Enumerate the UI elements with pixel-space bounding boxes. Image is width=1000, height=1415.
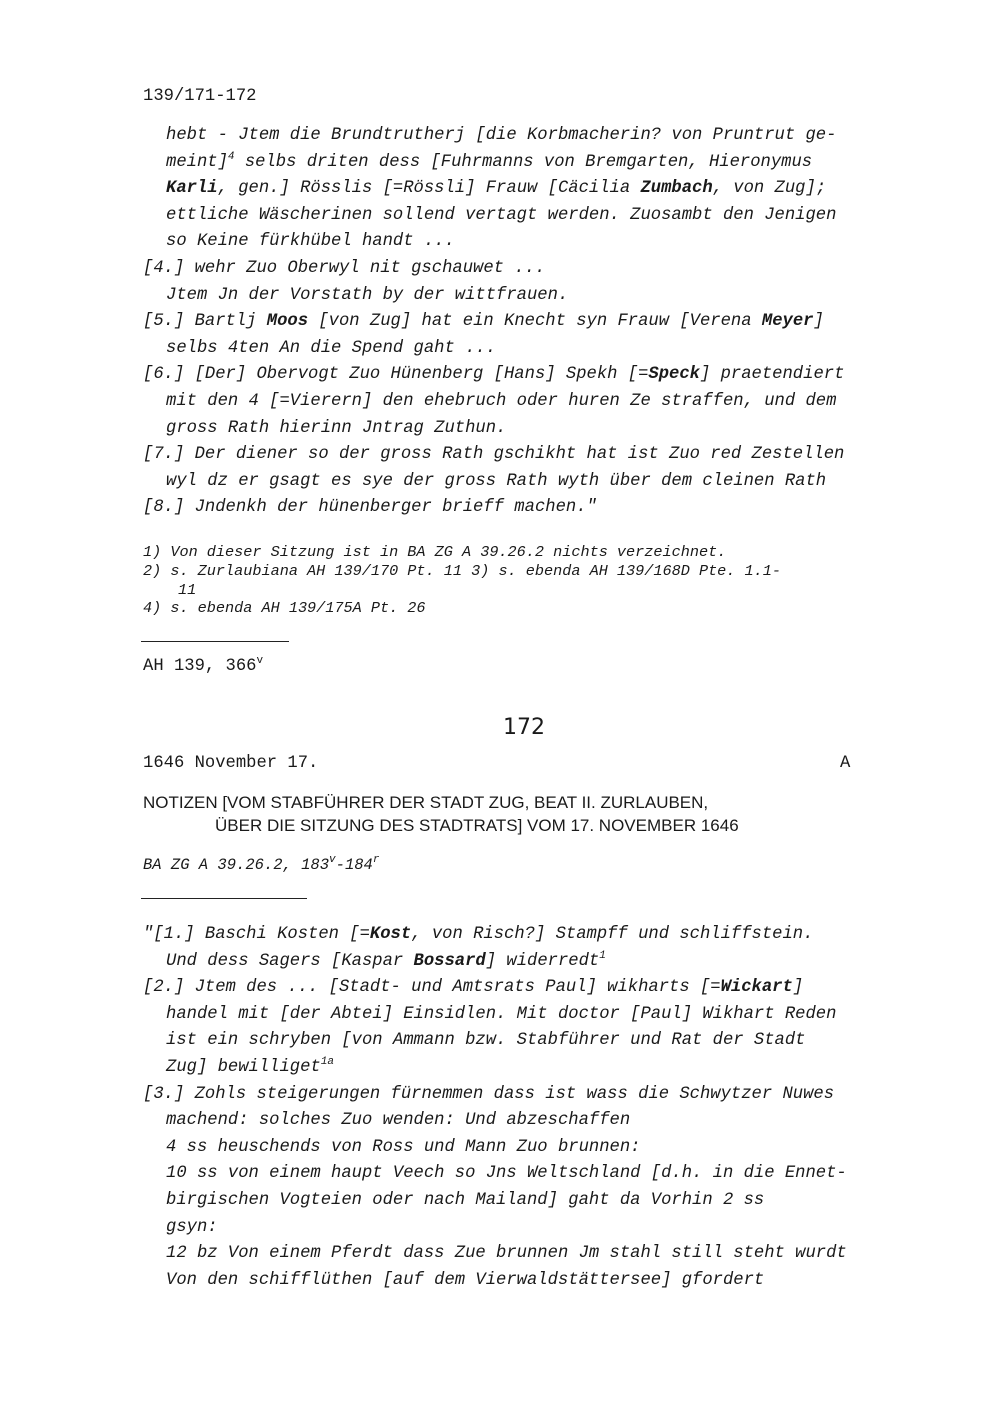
body-line [166,1268,764,1295]
text-segment: wyl dz er gsagt es sye der gross Rath wyth über dem cleinen Rath [166,471,827,491]
text-segment: "[1.] Baschi Kosten [= [143,925,370,944]
prev-line [166,416,506,443]
text-segment: selbs driten dess [Fuhrmanns von Bremgarten, Hieronymus [234,152,813,172]
name-emphasis: Wickart [720,978,793,998]
text-segment: handel mit [der Abtei] Einsidlen. Mit doctor [Paul] Wikhart Reden [166,1004,837,1024]
page-header-ref: 139/171-172 [143,87,257,106]
name-emphasis: Speck [648,365,700,385]
text-segment: ] [792,978,804,998]
footnote-marker: 1a [320,1056,334,1068]
archive-reference [143,657,263,676]
body-line [143,975,803,1002]
footnote-marker: 4 [227,150,235,163]
prev-line [166,123,836,150]
entry-title-line-2: ÜBER DIE SITZUNG DES STADTRATS] VOM 17. NOVEMBER 1646 [215,816,739,835]
text-segment: mit den 4 [=Vierern] den ehebruch oder huren Ze straffen, und dem [166,392,837,411]
prev-line [143,309,824,336]
entry-title [143,791,739,837]
archive-reference-sup: v [256,655,264,667]
entry-source-mid: -184 [335,856,373,874]
body-line [166,1002,836,1029]
prev-line [143,495,597,522]
body-line [166,1241,847,1268]
text-segment: [4.] wehr Zuo Oberwyl nit gschauwet ... [143,259,546,278]
prev-line [166,283,568,310]
text-segment: so Keine fürkhübel handt ... [166,232,455,252]
entry-title-line-1: NOTIZEN [VOM STABFÜHRER DER STADT ZUG, BEAT II. ZURLAUBEN, [143,793,709,812]
prev-line [166,469,826,496]
text-segment: , gen.] Rösslis [=Rössli] Frauw [Cäcilia [217,179,641,199]
text-segment: Und dess Sagers [Kaspar [166,951,414,971]
text-segment: birgischen Vogteien oder nach Mailand] gaht da Vorhin 2 ss [166,1191,765,1210]
entry-source-sup2: r [372,854,380,866]
body-line [166,1215,218,1242]
body-line [143,1082,834,1109]
entry-number: 172 [503,715,545,740]
text-segment: , von Risch?] Stampff und schliffstein. [411,925,814,944]
text-segment: 4 ss heuschends von Ross und Mann Zuo brunnen: [166,1137,641,1157]
body-line [166,1188,764,1215]
archive-reference-text: AH 139, 366 [143,657,257,676]
text-segment: [2.] Jtem des ... [Stadt- und Amtsrats Paul] wikharts [= [143,978,721,998]
entry-source [143,856,379,874]
footnote-line: 1) Von dieser Sitzung ist in BA ZG A 39.26.2 nichts verzeichnet. [143,543,727,561]
footnote-divider [141,641,289,642]
name-emphasis: Meyer [761,312,814,332]
text-segment: [6.] [Der] Obervogt Zuo Hünenberg [Hans] Spekh [= [143,365,649,385]
text-segment: [8.] Jndenkh der hünenberger brieff machen." [143,498,597,518]
prev-line [166,336,496,363]
text-segment: Zug] bewilliget [166,1058,321,1077]
text-segment: , von Zug]; [712,179,827,199]
prev-line [143,256,545,283]
text-segment: [von Zug] hat ein Knecht syn Frauw [Verena [308,312,762,332]
prev-line [166,150,812,177]
name-emphasis: Moos [266,312,309,332]
text-segment: Jtem Jn der Vorstath by der wittfrauen. [166,285,569,305]
text-segment: Von den schifflüthen [auf dem Vierwaldstättersee] gfordert [166,1270,765,1290]
body-line [166,949,606,976]
entry-date: 1646 November 17. [143,754,319,773]
text-segment: selbs 4ten An die Spend gaht ... [166,338,497,358]
entry-letter: A [840,754,851,773]
body-line [143,922,813,949]
entry-source-sup1: v [329,854,336,866]
text-segment: [5.] Bartlj [143,312,267,332]
text-segment: gsyn: [166,1217,218,1237]
name-emphasis: Karli [166,179,218,199]
text-segment: hebt - Jtem die Brundtrutherj [die Korbmacherin? von Pruntrut ge- [166,126,837,145]
body-line [166,1055,334,1082]
text-segment: 12 bz Von einem Pferdt dass Zue brunnen Jm stahl still steht wurdt [166,1244,847,1264]
text-segment: ettliche Wäscherinen sollend vertagt werden. Zuosambt den Jenigen [166,205,837,225]
text-segment: [7.] Der diener so der gross Rath gschikht hat ist Zuo red Zestellen [143,445,845,465]
body-line [166,1161,847,1188]
name-emphasis: Bossard [413,951,486,971]
text-segment: ] widerredt [485,951,600,971]
text-segment: [3.] Zohls steigerungen fürnemmen dass ist wass die Schwytzer Nuwes [143,1084,835,1104]
prev-line [143,362,844,389]
prev-line [166,203,836,230]
body-line [166,1028,805,1055]
name-emphasis: Kost [369,925,412,944]
text-segment: meint] [166,152,228,172]
entry-source-a: BA ZG A 39.26.2, 183 [143,856,330,874]
text-segment: ] praetendiert [699,365,845,385]
footnote-line: 4) s. ebenda AH 139/175A Pt. 26 [143,599,426,617]
prev-line [166,229,455,256]
prev-line [143,442,844,469]
text-segment: ] [813,312,824,332]
entry-divider [141,898,307,899]
body-line [166,1135,640,1162]
footnote-line: 11 [178,581,197,599]
text-segment: ist ein schryben [von Ammann bzw. Stabführer und Rat der Stadt [166,1031,806,1051]
name-emphasis: Zumbach [640,179,713,199]
footnote-line: 2) s. Zurlaubiana AH 139/170 Pt. 11 3) s. ebenda AH 139/168D Pte. 1.1- [143,562,781,580]
text-segment: machend: solches Zuo wenden: Und abzeschaffen [166,1111,631,1131]
text-segment: 10 ss von einem haupt Veech so Jns Weltschland [d.h. in die Ennet- [166,1164,847,1184]
footnote-marker: 1 [599,949,606,962]
text-segment: gross Rath hierinn Jntrag Zuthun. [166,418,507,438]
body-line [166,1108,630,1135]
prev-line [166,389,836,416]
prev-line [166,176,826,203]
